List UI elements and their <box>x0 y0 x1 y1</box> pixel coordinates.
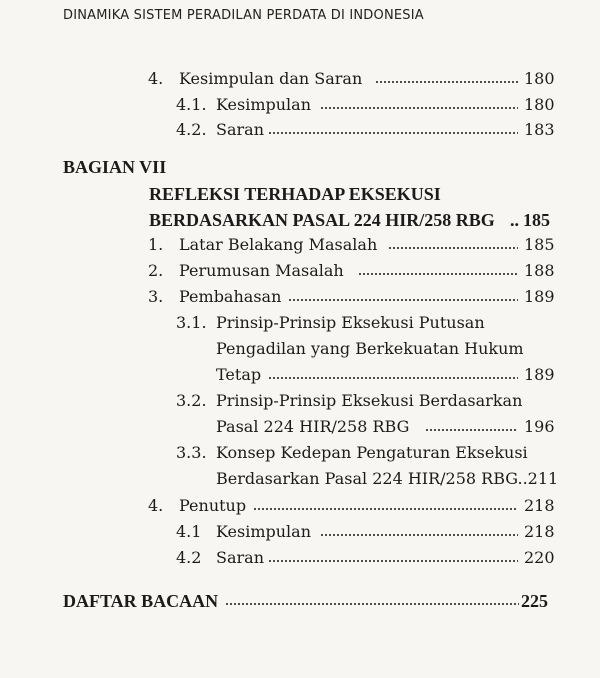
entry-label: Saran <box>216 548 264 567</box>
entry-number: 3.3. <box>176 443 207 462</box>
toc-entry-3-1-continued <box>0 336 600 362</box>
dot-leader <box>268 545 518 565</box>
toc-entry-3-1 <box>0 310 600 336</box>
dot-leader <box>388 232 518 252</box>
entry-label: Pengadilan yang Berkekuatan Hukum <box>216 339 524 358</box>
entry-page: 189 <box>524 365 555 384</box>
entry-page: 183 <box>524 120 555 139</box>
dot-leader <box>225 588 519 608</box>
toc-entry-kesimpulan <box>0 519 600 545</box>
entry-page: 180 <box>524 95 555 114</box>
entry-number: 3.1. <box>176 313 207 332</box>
entry-label: Penutup <box>179 496 247 515</box>
entry-page: 188 <box>524 261 555 280</box>
part-title-line-2 <box>0 207 600 233</box>
toc-entry-daftar-bacaan <box>0 588 600 614</box>
entry-number: 4.1. <box>176 95 207 114</box>
dot-leader <box>358 258 518 278</box>
entry-page: 218 <box>524 496 555 515</box>
toc-entry-kesimpulan <box>0 92 600 118</box>
dot-leader <box>268 362 518 382</box>
dot-leader: .. <box>510 210 519 230</box>
entry-label: Perumusan Masalah <box>179 261 344 280</box>
toc-entry-perumusan-masalah <box>0 258 600 284</box>
entry-number: 4. <box>148 69 164 88</box>
dot-leader <box>253 493 518 513</box>
entry-label: Tetap <box>216 365 262 384</box>
entry-number: 4. <box>148 496 164 515</box>
entry-page: 225 <box>521 591 548 611</box>
entry-number: 1. <box>148 235 164 254</box>
toc-entry-latar-belakang <box>0 232 600 258</box>
toc-entry-kesimpulan-dan-saran <box>0 66 600 92</box>
dot-leader <box>320 92 518 112</box>
entry-page: 189 <box>524 287 555 306</box>
entry-label: Pembahasan <box>179 287 282 306</box>
running-head: DINAMIKA SISTEM PERADILAN PERDATA DI INDONESIA <box>63 8 424 23</box>
toc-entry-3-3-end <box>0 466 600 492</box>
entry-page: 185 <box>523 210 550 230</box>
entry-number: 4.2 <box>176 548 202 567</box>
toc-entry-3-2 <box>0 388 600 414</box>
entry-label: Kesimpulan <box>216 95 311 114</box>
part-title: BERDASARKAN PASAL 224 HIR/258 RBG <box>149 210 495 230</box>
entry-number: 2. <box>148 261 164 280</box>
entry-label: Prinsip-Prinsip Eksekusi Putusan <box>216 313 485 332</box>
toc-entry-penutup <box>0 493 600 519</box>
toc-entry-pembahasan <box>0 284 600 310</box>
toc-entry-3-1-end <box>0 362 600 388</box>
entry-number: 3.2. <box>176 391 207 410</box>
entry-label: Latar Belakang Masalah <box>179 235 378 254</box>
part-heading <box>0 154 600 180</box>
entry-label: Prinsip-Prinsip Eksekusi Berdasarkan <box>216 391 523 410</box>
entry-page: 220 <box>524 548 555 567</box>
toc-entry-saran <box>0 545 600 571</box>
dot-leader <box>268 117 518 137</box>
entry-number: 3. <box>148 287 164 306</box>
dot-leader <box>425 414 518 434</box>
entry-number: 4.2. <box>176 120 207 139</box>
part-label: BAGIAN VII <box>63 157 167 177</box>
toc-entry-saran <box>0 117 600 143</box>
dot-leader <box>320 519 518 539</box>
entry-label: Konsep Kedepan Pengaturan Eksekusi <box>216 443 528 462</box>
dot-leader <box>375 66 518 86</box>
entry-number: 4.1 <box>176 522 202 541</box>
entry-page: 180 <box>524 69 555 88</box>
entry-label: DAFTAR BACAAN <box>63 591 219 611</box>
entry-page: 185 <box>524 235 555 254</box>
toc-entry-3-3 <box>0 440 600 466</box>
entry-label: Pasal 224 HIR/258 RBG <box>216 417 410 436</box>
entry-label: Kesimpulan dan Saran <box>179 69 363 88</box>
toc-entry-3-2-end <box>0 414 600 440</box>
part-title-line-1 <box>0 181 600 207</box>
entry-label: Berdasarkan Pasal 224 HIR/258 RBG..211 <box>216 469 559 488</box>
entry-label: Kesimpulan <box>216 522 311 541</box>
dot-leader <box>288 284 518 304</box>
part-title: REFLEKSI TERHADAP EKSEKUSI <box>149 184 441 204</box>
entry-page: 196 <box>524 417 555 436</box>
entry-label: Saran <box>216 120 264 139</box>
entry-page: 218 <box>524 522 555 541</box>
